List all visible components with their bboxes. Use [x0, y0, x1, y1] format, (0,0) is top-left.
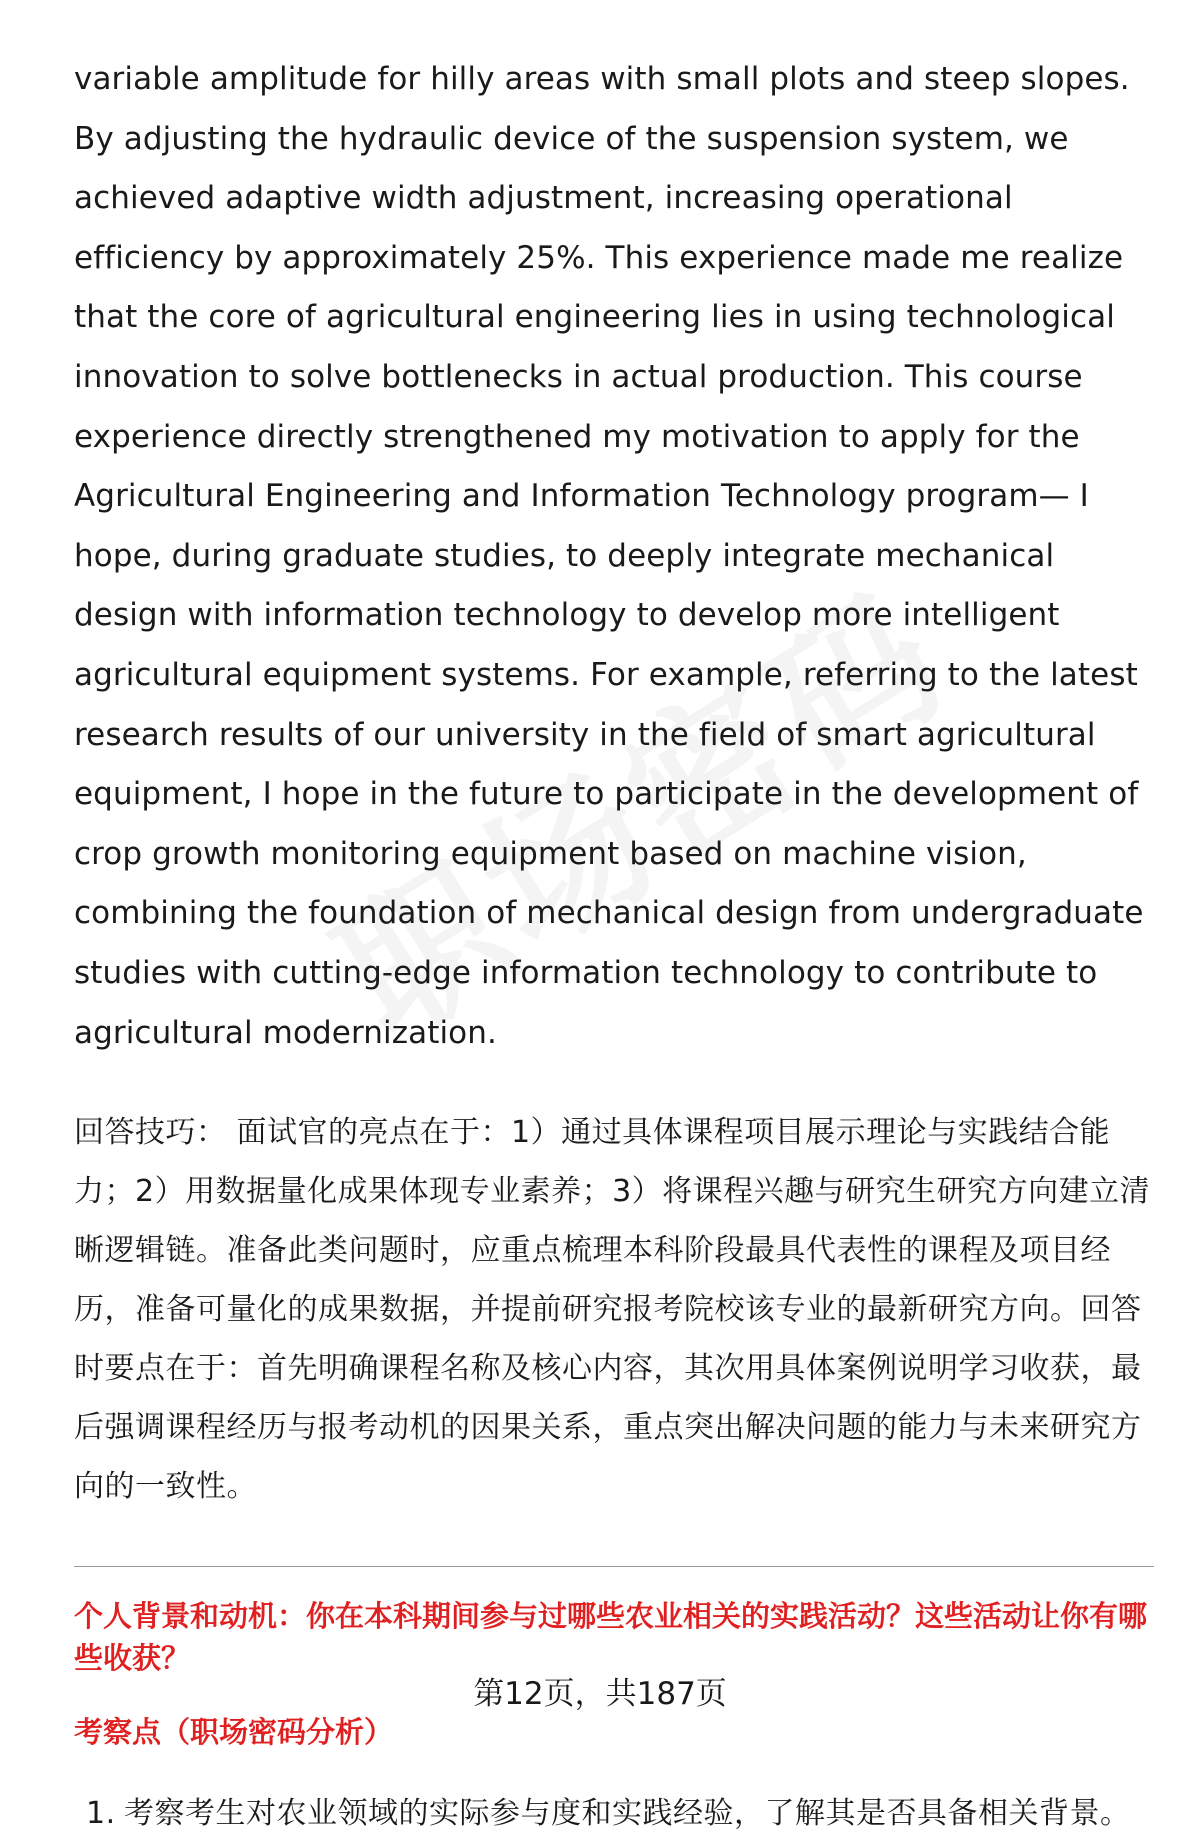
answer-tips-paragraph: 回答技巧： 面试官的亮点在于：1）通过具体课程项目展示理论与实践结合能力；2）用数据量化成果体现专业素养；3）将课程兴趣与研究生研究方向建立清晰逻辑链。准备此类问题时，应重点梳理本科阶段最具代表性的课程及项目经历，准备可量化的成果数据，并提前研究报考院校该专业的最新研究方向。回答时要点在于：首先明确课程名称及核心内容，其次用具体案例说明学习收获，最后强调课程经历与报考动机的因果关系，重点突出解决问题的能力与未来研究方向的一致性。	[74, 1115, 1151, 1505]
assessment-points-list	[74, 1793, 1154, 1835]
page-content	[74, 50, 1154, 1835]
section-heading: 考察点（职场密码分析）	[74, 1715, 394, 1750]
list-item	[74, 1793, 1154, 1835]
page-footer: 第12页，共187页	[473, 1676, 727, 1712]
answer-body-paragraph: variable amplitude for hilly areas with small plots and steep slopes. By adjusting the hydraulic device of the suspension system, we achieved adaptive width adjustment, increasing operational efficiency by approximately 25%. This experience made me realize that the core of agricultural engineering lies in using technological innovation to solve bottlenecks in actual production. This course experience directly strengthened my motivation to apply for the Agricultural Engineering and Information Technology program— I hope, during graduate studies, to deeply integrate mechanical design with information technology to develop more intelligent agricultural equipment systems. For example, referring to the latest research results of our university in the field of smart agricultural equipment, I hope in the future to participate in the development of crop growth monitoring equipment based on machine vision, combining the foundation of mechanical design from undergraduate studies with cutting-edge information technology to contribute to agricultural modernization.	[74, 61, 1144, 1051]
section-divider	[74, 1566, 1154, 1567]
question-title: 个人背景和动机：你在本科期间参与过哪些农业相关的实践活动？这些活动让你有哪些收获？	[74, 1599, 1148, 1676]
list-item-text: 考察考生对农业领域的实际参与度和实践经验，了解其是否具备相关背景。	[124, 1796, 1131, 1832]
list-item-number: 1.	[86, 1796, 116, 1832]
